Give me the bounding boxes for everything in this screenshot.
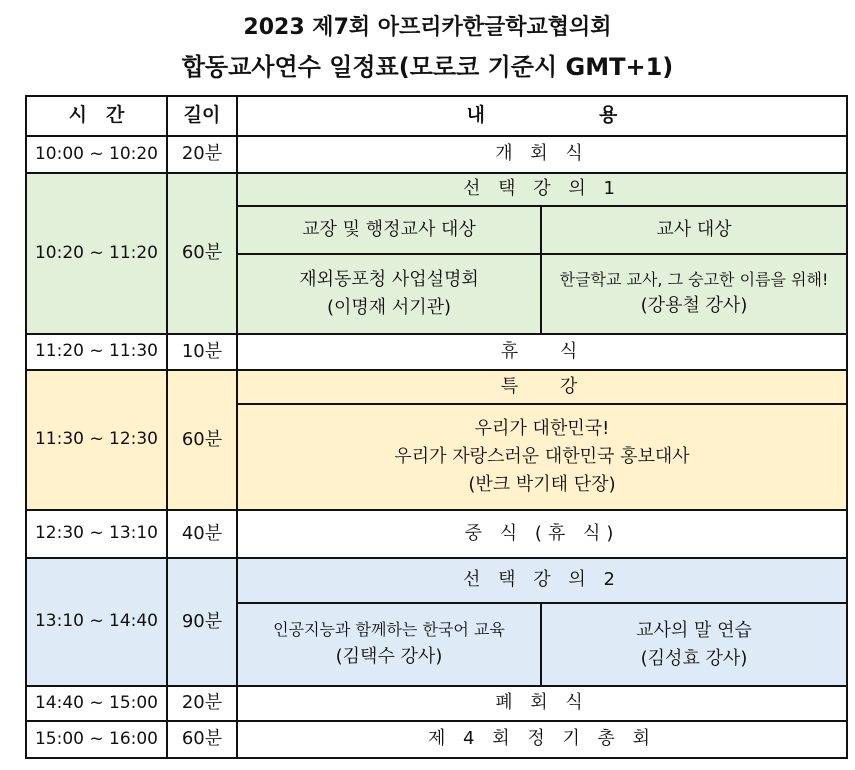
special-lecture (237, 404, 847, 510)
title-line-1: 2023 제7회 아프리카한글학교협의회 (243, 15, 612, 40)
time-cell: 15:00 ~ 16:00 (26, 721, 167, 758)
duration-cell: 60분 (167, 370, 237, 510)
session-a (237, 254, 541, 334)
table-row (26, 510, 847, 558)
table-row (26, 334, 847, 370)
duration-cell: 90분 (167, 558, 237, 686)
table-row (26, 173, 847, 206)
time-cell: 11:30 ~ 12:30 (26, 370, 167, 510)
time-cell: 10:20 ~ 11:20 (26, 173, 167, 334)
special-lecture-speaker: (반크 박기태 단장) (468, 473, 616, 495)
header-duration: 길이 (167, 96, 237, 136)
session-b-speaker: (강용철 강사) (640, 295, 748, 317)
section-title: 특 강 (237, 370, 847, 404)
time-cell: 11:20 ~ 11:30 (26, 334, 167, 370)
duration-cell: 20분 (167, 686, 237, 721)
content-cell: 중 식 (휴 식) (237, 510, 847, 558)
session-a (237, 603, 541, 686)
session-b (541, 254, 847, 334)
track-b-label: 교사 대상 (541, 206, 847, 254)
table-row (26, 558, 847, 603)
title-line-2: 합동교사연수 일정표(모로코 기준시 GMT+1) (181, 53, 674, 81)
special-lecture-line1: 우리가 대한민국! (474, 418, 610, 440)
time-cell: 10:00 ~ 10:20 (26, 136, 167, 173)
content-cell: 폐 회 식 (237, 686, 847, 721)
duration-cell: 40분 (167, 510, 237, 558)
section-title: 선 택 강 의 1 (237, 173, 847, 206)
duration-cell: 60분 (167, 721, 237, 758)
content-cell: 제 4 회 정 기 총 회 (237, 721, 847, 758)
header-content: 내 용 (237, 96, 847, 136)
session-b (541, 603, 847, 686)
duration-cell: 10분 (167, 334, 237, 370)
session-a-title: 인공지능과 함께하는 한국어 교육 (273, 620, 505, 640)
duration-cell: 60분 (167, 173, 237, 334)
session-a-speaker: (이명재 서기관) (326, 297, 452, 318)
content-cell: 개 회 식 (237, 136, 847, 173)
header-row (26, 96, 847, 136)
table-row (26, 136, 847, 173)
session-a-speaker: (김택수 강사) (335, 645, 443, 667)
content-cell: 휴 식 (237, 334, 847, 370)
header-time: 시 간 (26, 96, 167, 136)
time-cell: 12:30 ~ 13:10 (26, 510, 167, 558)
schedule-table (25, 95, 848, 759)
section-title: 선 택 강 의 2 (237, 558, 847, 603)
table-row (26, 721, 847, 758)
track-a-label: 교장 및 행정교사 대상 (237, 206, 541, 254)
session-a-title: 재외동포청 사업설명회 (299, 269, 479, 291)
table-row (26, 370, 847, 404)
session-b-title: 한글학교 교사, 그 숭고한 이름을 위해! (559, 269, 829, 289)
time-cell: 14:40 ~ 15:00 (26, 686, 167, 721)
special-lecture-line2: 우리가 자랑스러운 대한민국 홍보대사 (394, 446, 690, 468)
duration-cell: 20분 (167, 136, 237, 173)
table-row (26, 686, 847, 721)
time-cell: 13:10 ~ 14:40 (26, 558, 167, 686)
session-b-speaker: (김성효 강사) (640, 647, 748, 669)
session-b-title: 교사의 말 연습 (636, 619, 752, 641)
